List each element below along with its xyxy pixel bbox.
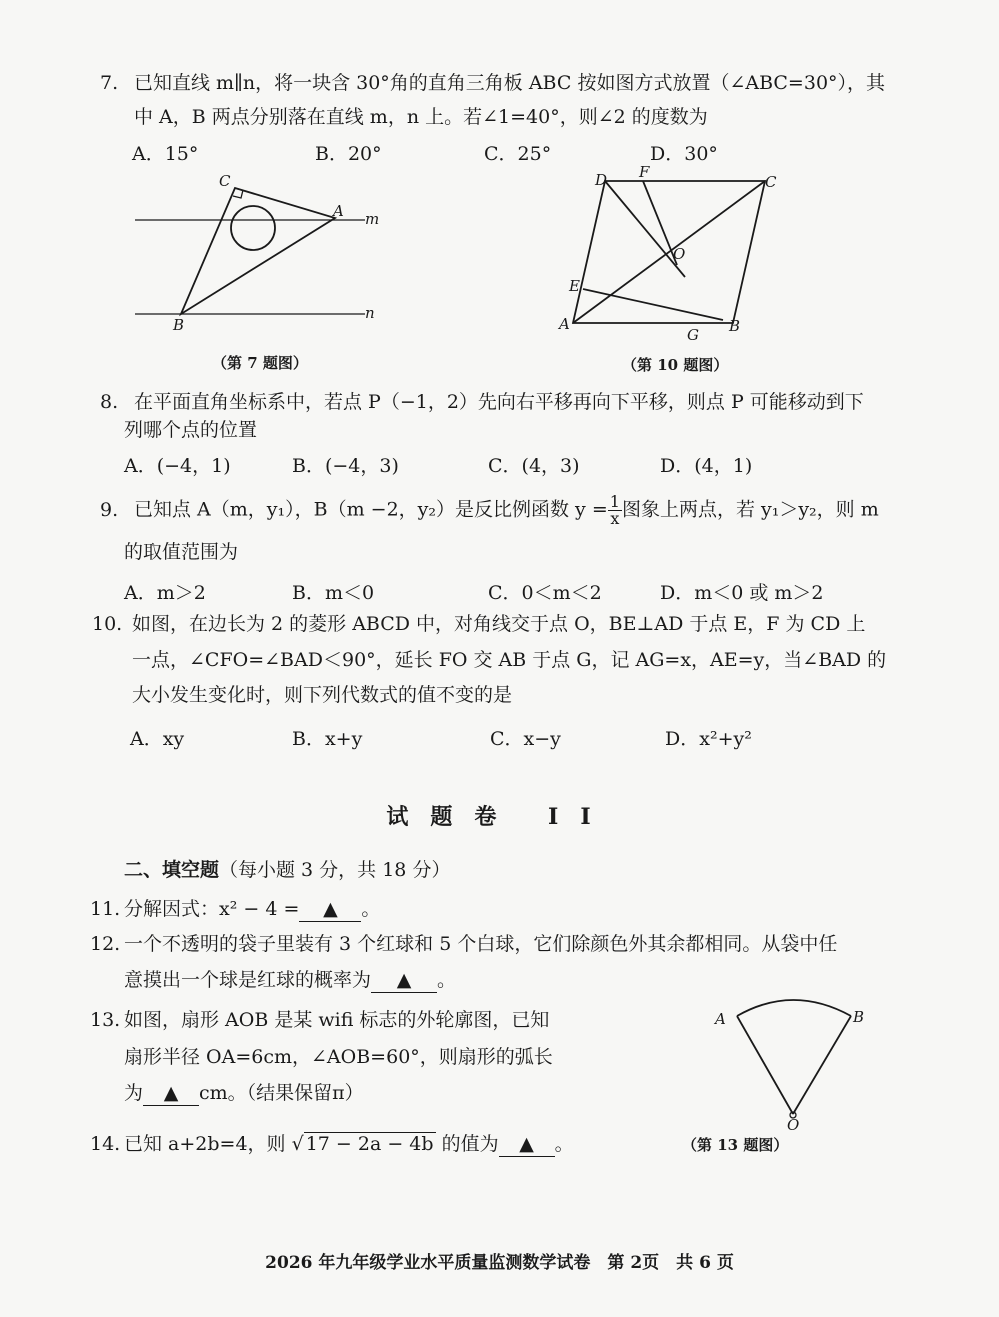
question-end: 。 [437, 969, 457, 991]
label-a: A [333, 202, 344, 220]
question-text: 如图，在边长为 2 的菱形 ABCD 中，对角线交于点 O，BE⊥AD 于点 E，F 为 CD 上 [132, 613, 866, 635]
question-text: 意摸出一个球是红球的概率为 [124, 969, 372, 991]
question-end: 。 [361, 898, 381, 920]
question-text: 分解因式：x² − 4 = [124, 898, 300, 920]
q10-line2: 一点，∠CFO=∠BAD＜90°，延长 FO 交 AB 于点 G，记 AG=x，AE=y，当∠BAD 的 [132, 649, 887, 671]
question-text: 已知直线 m∥n，将一块含 30°角的直角三角板 ABC 按如图方式放置（∠ABC=30°），其 [134, 72, 886, 94]
question-text: 已知 a+2b=4，则 [124, 1133, 286, 1155]
figure-13 [705, 990, 885, 1132]
q10-line3: 大小发生变化时，则下列代数式的值不变的是 [132, 684, 513, 706]
label-a: A [559, 315, 570, 333]
q7-option-b: B．20° [315, 143, 382, 165]
fraction-numerator: 1 [609, 492, 620, 511]
q14-line [90, 1133, 574, 1157]
question-text: 如图，扇形 AOB 是某 wifi 标志的外轮廓图，已知 [124, 1009, 550, 1031]
q9-option-d: D．m＜0 或 m＞2 [660, 582, 824, 604]
diagonal-ac [573, 181, 765, 323]
figure-10 [555, 165, 795, 345]
sector-arc [737, 1000, 851, 1016]
q7-line1 [100, 72, 885, 95]
q13-line1 [90, 1009, 549, 1032]
square-root: √ 17 − 2a − 4b [291, 1133, 434, 1155]
radius-oa [737, 1016, 793, 1114]
q8-line1 [100, 391, 864, 414]
question-number: 14. [90, 1133, 121, 1155]
q8-option-c: C．(4，3) [488, 455, 580, 477]
radicand: 17 − 2a − 4b [305, 1133, 434, 1155]
q10-option-c: C．x−y [490, 728, 561, 750]
section-2-heading [124, 855, 450, 882]
label-o: O [787, 1116, 800, 1132]
q10-option-a: A．xy [130, 728, 185, 750]
figure-13-caption: （第 13 题图） [682, 1136, 789, 1154]
label-b: B [173, 316, 185, 334]
label-o: O [673, 245, 686, 263]
section-heading-text: 二、填空题 [124, 859, 220, 881]
question-number: 9. [100, 498, 119, 521]
q7-option-a: A．15° [132, 143, 199, 165]
label-c: C [765, 173, 777, 191]
q13-line2: 扇形半径 OA=6cm，∠AOB=60°，则扇形的弧长 [124, 1046, 553, 1068]
question-text-cont: cm。（结果保留π） [199, 1082, 364, 1104]
answer-blank: ▲ [143, 1082, 199, 1106]
figure-10-caption: （第 10 题图） [622, 356, 729, 374]
question-text: 已知点 A（m，y₁），B（m −2，y₂）是反比例函数 y = [134, 498, 608, 521]
triangle-hole [231, 206, 275, 250]
label-b: B [729, 317, 741, 335]
segment-fg [643, 181, 677, 265]
segment-be [583, 289, 723, 320]
label-n: n [365, 304, 375, 322]
q9-option-a: A．m＞2 [124, 582, 206, 604]
question-text-cont: 的值为 [441, 1133, 499, 1155]
question-number: 13. [90, 1009, 121, 1031]
q9-line2: 的取值范围为 [124, 541, 239, 563]
label-d: D [595, 171, 608, 189]
question-number: 10. [92, 613, 123, 635]
question-number: 8. [100, 391, 119, 413]
part-2-title: 试题卷 II [386, 804, 613, 830]
figure-7 [125, 170, 385, 340]
figure-7-caption: （第 7 题图） [212, 354, 308, 372]
q9-option-c: C．0＜m＜2 [488, 582, 602, 604]
section-note: （每小题 3 分，共 18 分） [219, 859, 451, 881]
q7-option-c: C．25° [484, 143, 552, 165]
answer-blank: ▲ [299, 898, 361, 922]
label-a: A [715, 1010, 726, 1028]
label-g: G [687, 326, 699, 344]
question-text: 一个不透明的袋子里装有 3 个红球和 5 个白球，它们除颜色外其余都相同。从袋中任 [124, 933, 838, 955]
question-number: 12. [90, 933, 121, 955]
q11-line [90, 898, 380, 922]
q7-option-d: D．30° [650, 143, 718, 165]
q10-line1 [92, 613, 865, 636]
label-b: B [853, 1008, 865, 1026]
q10-option-b: B．x+y [292, 728, 363, 750]
question-number: 11. [90, 898, 121, 920]
q10-option-d: D．x²+y² [665, 728, 752, 750]
q8-option-b: B．(−4，3) [292, 455, 399, 477]
answer-blank: ▲ [499, 1133, 555, 1157]
q13-line3 [124, 1082, 364, 1106]
radius-ob [793, 1016, 851, 1114]
label-m: m [365, 210, 380, 228]
question-end: 。 [554, 1133, 574, 1155]
question-text: 为 [124, 1082, 144, 1104]
fraction-denominator: x [610, 509, 620, 528]
q12-line1 [90, 933, 837, 956]
q9-option-b: B．m＜0 [292, 582, 375, 604]
fraction-1-over-x [608, 494, 622, 527]
q9-line1 [100, 494, 879, 527]
answer-blank: ▲ [371, 969, 437, 993]
question-text: 在平面直角坐标系中，若点 P（−1，2）先向右平移再向下平移，则点 P 可能移动到下 [134, 391, 864, 413]
question-number: 7. [100, 72, 119, 94]
label-c: C [219, 172, 231, 190]
label-e: E [569, 277, 580, 295]
q8-line2: 列哪个点的位置 [124, 419, 258, 441]
q7-line2: 中 A，B 两点分别落在直线 m，n 上。若∠1=40°，则∠2 的度数为 [134, 106, 708, 128]
q8-option-a: A．(−4，1) [124, 455, 231, 477]
page-footer: 2026 年九年级学业水平质量监测数学试卷 第 2页 共 6 页 [265, 1253, 734, 1273]
question-text-cont: 图象上两点，若 y₁＞y₂，则 m [621, 498, 879, 521]
q12-line2 [124, 969, 456, 993]
label-f: F [639, 165, 650, 181]
q8-option-d: D．(4，1) [660, 455, 753, 477]
